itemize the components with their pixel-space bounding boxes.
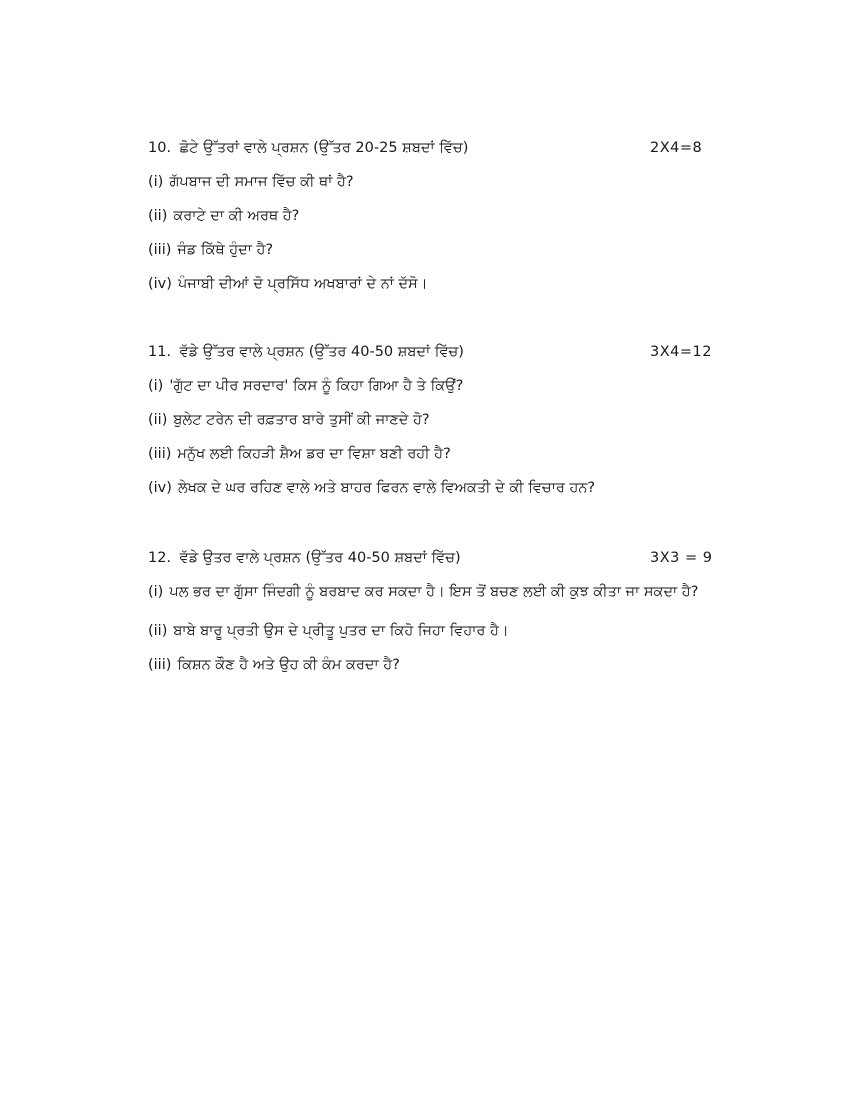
- sub-question-label: (i): [148, 584, 164, 600]
- question-number: 11.: [148, 344, 172, 360]
- sub-question-text: ਮਨੁੱਖ ਲਈ ਕਿਹੜੀ ਸ਼ੈਅ ਡਰ ਦਾ ਵਿਸ਼ਾ ਬਣੀ ਰਹੀ ਹੈ?: [177, 446, 451, 462]
- sub-question: [148, 272, 768, 296]
- sub-question-label: (iv): [148, 480, 172, 496]
- sub-question-text: 'ਗੁੱਟ ਦਾ ਪੀਰ ਸਰਦਾਰ' ਕਿਸ ਨੂੰ ਕਿਹਾ ਗਿਆ ਹੈ ਤੇ ਕਿਉਂ?: [169, 378, 464, 394]
- question-section-10: [148, 136, 768, 296]
- sub-question-text: ਗੱਪਬਾਜ ਦੀ ਸਮਾਜ ਵਿੱਚ ਕੀ ਥਾਂ ਹੈ?: [169, 174, 354, 190]
- sub-question: [148, 653, 768, 677]
- question-title: ਛੋਟੇ ਉੱਤਰਾਂ ਵਾਲੇ ਪ੍ਰਸ਼ਨ (ਉੱਤਰ 20-25 ਸ਼ਬਦਾਂ ਵਿੱਚ): [179, 140, 469, 156]
- sub-question: [148, 170, 768, 194]
- sub-question: [148, 442, 768, 466]
- sub-question: [148, 204, 768, 228]
- question-heading: [148, 546, 768, 570]
- sub-question-text: ਪਲ ਭਰ ਦਾ ਗੁੱਸਾ ਜਿੰਦਗੀ ਨੂੰ ਬਰਬਾਦ ਕਰ ਸਕਦਾ ਹੈ। ਇਸ ਤੋਂ ਬਚਣ ਲਈ ਕੀ ਕੁਝ ਕੀਤਾ ਜਾ ਸਕਦਾ ਹੈ?: [169, 584, 699, 600]
- sub-question: [148, 408, 768, 432]
- sub-question-label: (iii): [148, 657, 172, 673]
- question-section-12: [148, 546, 768, 677]
- question-marks: 3X4=12: [650, 344, 712, 360]
- question-number: 10.: [148, 140, 172, 156]
- sub-question-label: (iii): [148, 242, 172, 258]
- question-title: ਵੱਡੇ ਉੱਤਰ ਵਾਲੇ ਪ੍ਰਸ਼ਨ (ਉੱਤਰ 40-50 ਸ਼ਬਦਾਂ ਵਿੱਚ): [179, 344, 464, 360]
- question-heading: [148, 340, 768, 364]
- sub-question: [148, 238, 768, 262]
- sub-question-text: ਕਿਸ਼ਨ ਕੌਣ ਹੈ ਅਤੇ ਉਹ ਕੀ ਕੰਮ ਕਰਦਾ ਹੈ?: [177, 657, 400, 673]
- sub-question-text: ਪੰਜਾਬੀ ਦੀਆਂ ਦੋ ਪ੍ਰਸਿੱਧ ਅਖਬਾਰਾਂ ਦੇ ਨਾਂ ਦੱਸੋ।: [177, 276, 428, 292]
- sub-question-label: (iii): [148, 446, 172, 462]
- sub-question-label: (ii): [148, 623, 168, 639]
- question-marks: 2X4=8: [650, 140, 703, 156]
- question-heading: [148, 136, 768, 160]
- sub-question-label: (ii): [148, 412, 168, 428]
- question-section-11: [148, 340, 768, 500]
- sub-question-text: ਜੰਡ ਕਿੱਥੇ ਹੁੰਦਾ ਹੈ?: [177, 242, 274, 258]
- sub-question: [148, 476, 768, 500]
- sub-question-label: (i): [148, 174, 164, 190]
- sub-question: [148, 374, 768, 398]
- sub-question-label: (i): [148, 378, 164, 394]
- question-title: ਵੱਡੇ ਉਤਰ ਵਾਲੇ ਪ੍ਰਸ਼ਨ (ਉੱਤਰ 40-50 ਸ਼ਬਦਾਂ ਵਿੱਚ): [179, 550, 461, 566]
- sub-question: [148, 575, 758, 609]
- sub-question: [148, 619, 768, 643]
- question-number: 12.: [148, 550, 172, 566]
- sub-question-text: ਲੇਖਕ ਦੇ ਘਰ ਰਹਿਣ ਵਾਲੇ ਅਤੇ ਬਾਹਰ ਫਿਰਨ ਵਾਲੇ ਵਿਅਕਤੀ ਦੇ ਕੀ ਵਿਚਾਰ ਹਨ?: [177, 480, 596, 496]
- sub-question-text: ਕਰਾਟੇ ਦਾ ਕੀ ਅਰਥ ਹੈ?: [173, 208, 300, 224]
- sub-question-text: ਬਾਬੇ ਬਾਰੂ ਪ੍ਰਤੀ ਉਸ ਦੇ ਪ੍ਰੀਤੂ ਪੁਤਰ ਦਾ ਕਿਹੋ ਜਿਹਾ ਵਿਹਾਰ ਹੈ।: [173, 623, 509, 639]
- sub-question-text: ਬੁਲੇਟ ਟਰੇਨ ਦੀ ਰਫ਼ਤਾਰ ਬਾਰੇ ਤੁਸੀਂ ਕੀ ਜਾਣਦੇ ਹੋ?: [173, 412, 430, 428]
- question-marks: 3X3 = 9: [650, 550, 713, 566]
- sub-question-label: (ii): [148, 208, 168, 224]
- sub-question-label: (iv): [148, 276, 172, 292]
